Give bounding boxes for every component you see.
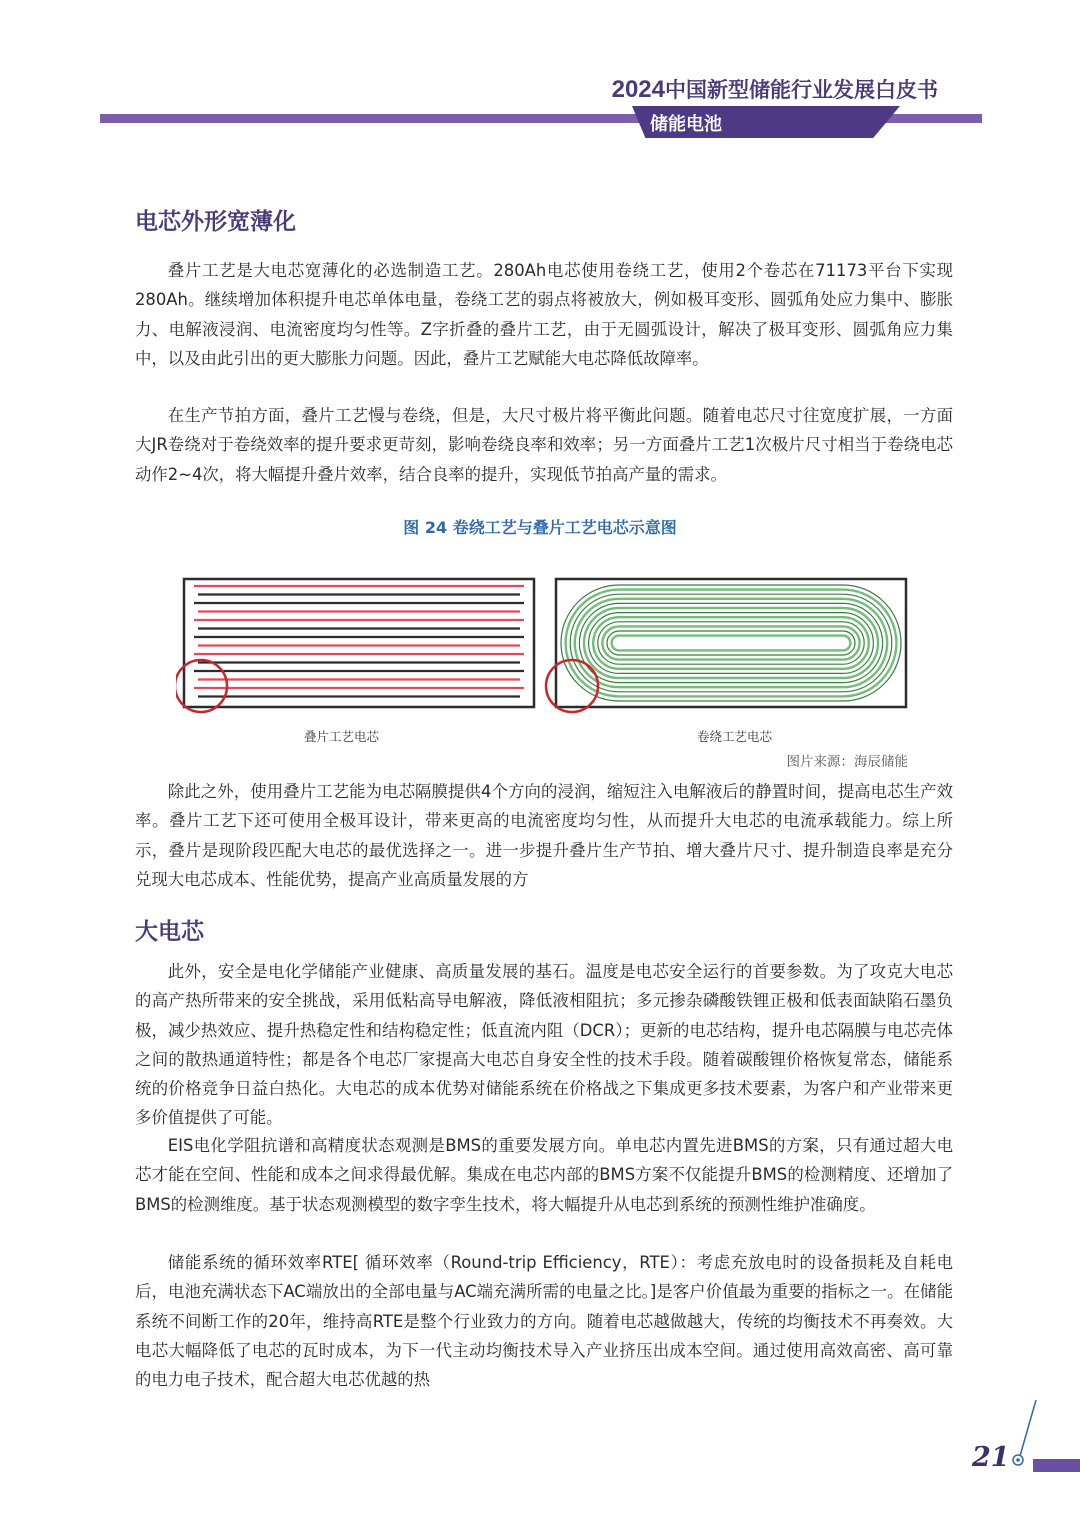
paragraph: 储能系统的循环效率RTE[ 循环效率（Round-trip Efficiency，RTE）：考虑充放电时的设备损耗及自耗电后，电池充满状态下AC端放出的全部电量与AC端充满所需的电量之比。]是客户价值最为重要的指标之一。在储能系统不间断工作的20年，维持高RTE是整个行业致力的方向。随着电芯越做越大，传统的均衡技术不再奏效。大电芯大幅降低了电芯的瓦时成本，为下一代主动均衡技术导入产业挤压出成本空间。通过使用高效高密、高可靠的电力电子技术，配合超大电芯优越的热 xyxy=(135,1253,953,1390)
cell-process-diagram xyxy=(176,574,910,714)
document-title-text: 中国新型储能行业发展白皮书 xyxy=(665,78,938,102)
section-heading-large-cell: 大电芯 xyxy=(135,919,204,945)
header-section-tab: 储能电池 xyxy=(650,114,722,135)
stacked-cell-diagram xyxy=(176,579,534,712)
paragraph: 叠片工艺是大电芯宽薄化的必选制造工艺。280Ah电芯使用卷绕工艺，使用2个卷芯在71173平台下实现280Ah。继续增加体积提升电芯单体电量，卷绕工艺的弱点将被放大，例如极耳变形、圆弧角处应力集中、膨胀力、电解液浸润、电流密度均匀性等。Z字折叠的叠片工艺，由于无圆弧设计，解决了极耳变形、圆弧角应力集中，以及由此引出的更大膨胀力问题。因此，叠片工艺赋能大电芯降低故障率。 xyxy=(135,261,953,368)
paragraph: 除此之外，使用叠片工艺能为电芯隔膜提供4个方向的浸润，缩短注入电解液后的静置时间，提高电芯生产效率。叠片工艺下还可使用全极耳设计，带来更高的电流密度均匀性，从而提升大电芯的电流承载能力。综上所示，叠片是现阶段匹配大电芯的最优选择之一。进一步提升叠片生产节拍、增大叠片尺寸、提升制造良率是充分兑现大电芯成本、性能优势，提高产业高质量发展的方 xyxy=(135,782,953,889)
figure-caption: 图 24 卷绕工艺与叠片工艺电芯示意图 xyxy=(403,518,677,537)
figure-source: 图片来源：海辰储能 xyxy=(786,754,908,770)
page-number-bar xyxy=(1033,1459,1080,1472)
document-title xyxy=(612,74,938,104)
pen-decoration-icon xyxy=(1008,1398,1044,1468)
document-year: 2024 xyxy=(611,76,665,103)
paragraph: 此外，安全是电化学储能产业健康、高质量发展的基石。温度是电芯安全运行的首要参数。为了攻克大电芯的高产热所带来的安全挑战，采用低粘高导电解液，降低液相阻抗；多元掺杂磷酸铁锂正极和低表面缺陷石墨负极，减少热效应、提升热稳定性和结构稳定性；低直流内阻（DCR）；更新的电芯结构，提升电芯隔膜与电芯壳体之间的散热通道特性；都是各个电芯厂家提高大电芯自身安全性的技术手段。随着碳酸锂价格恢复常态，储能系统的价格竞争日益白热化。大电芯的成本优势对储能系统在价格战之下集成更多技术要素，为客户和产业带来更多价值提供了可能。 xyxy=(135,962,953,1128)
wound-cell-diagram xyxy=(546,579,906,712)
page-number: 21 xyxy=(972,1442,1010,1473)
paragraph: 在生产节拍方面，叠片工艺慢与卷绕，但是，大尺寸极片将平衡此问题。随着电芯尺寸往宽度扩展，一方面大JR卷绕对于卷绕效率的提升要求更苛刻，影响卷绕良率和效率；另一方面叠片工艺1次极片尺寸相当于卷绕电芯动作2~4次，将大幅提升叠片效率，结合良率的提升，实现低节拍高产量的需求。 xyxy=(135,406,953,484)
figure-label-stacked: 叠片工艺电芯 xyxy=(304,729,380,744)
section-heading-thin-cell: 电芯外形宽薄化 xyxy=(135,209,296,235)
paragraph: EIS电化学阻抗谱和高精度状态观测是BMS的重要发展方向。单电芯内置先进BMS的方案，只有通过超大电芯才能在空间、性能和成本之间求得最优解。集成在电芯内部的BMS方案不仅能提升BMS的检测精度、还增加了BMS的检测维度。基于状态观测模型的数字孪生技术，将大幅提升从电芯到系统的预测性维护准确度。 xyxy=(135,1136,953,1214)
figure-label-wound: 卷绕工艺电芯 xyxy=(697,729,773,744)
